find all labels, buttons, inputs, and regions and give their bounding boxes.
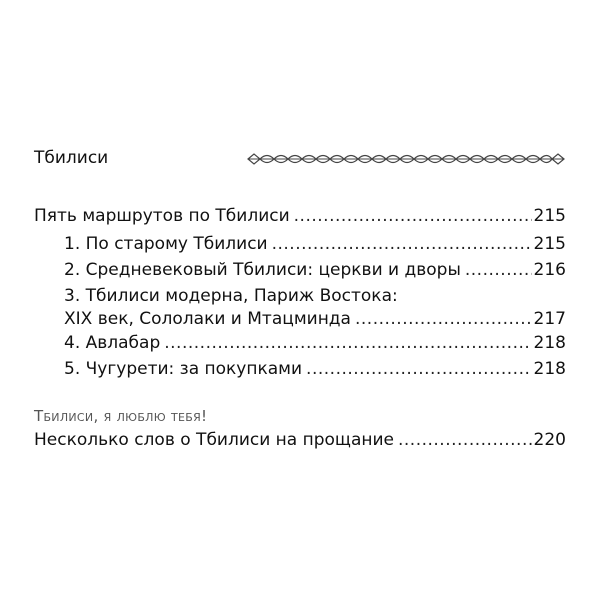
braided-ornament-icon	[246, 150, 566, 168]
toc-entry-3[interactable]	[64, 307, 566, 331]
toc-entry-title: Пять маршрутов по Тбилиси	[34, 206, 290, 226]
toc-entry-1[interactable]	[64, 232, 566, 256]
toc-entry-farewell[interactable]	[34, 428, 566, 452]
toc-entry-title: 5. Чугурети: за покупками	[64, 359, 303, 379]
dot-leader	[465, 258, 532, 282]
toc-entry-2[interactable]	[64, 258, 566, 282]
toc-entry-title: Несколько слов о Тбилиси на прощание	[34, 430, 394, 450]
toc-entry-page: 217	[533, 309, 566, 329]
section-title: Тбилиси	[34, 148, 109, 168]
dot-leader	[355, 307, 532, 331]
dot-leader	[164, 331, 531, 355]
toc-entry-5[interactable]	[64, 357, 566, 381]
toc-entry-title: 4. Авлабар	[64, 333, 161, 353]
toc-entry-title: XIX век, Сололаки и Мтацминда	[64, 309, 351, 329]
toc-entry-page: 220	[533, 430, 566, 450]
dot-leader	[272, 232, 532, 256]
toc-entry-main[interactable]	[34, 204, 566, 228]
toc-entry-title: 1. По старому Тбилиси	[64, 234, 268, 254]
toc-entry-title: 2. Средневековый Тбилиси: церкви и дворы	[64, 260, 461, 280]
section-subtitle: Тбилиси, я люблю тебя!	[34, 407, 208, 425]
toc-entry-page: 215	[533, 206, 566, 226]
toc-entry-3-line1: 3. Тбилиси модерна, Париж Востока:	[64, 286, 398, 306]
toc-entry-page: 218	[533, 333, 566, 353]
toc-entry-page: 218	[533, 359, 566, 379]
dot-leader	[398, 428, 532, 452]
dot-leader	[294, 204, 532, 228]
toc-entry-4[interactable]	[64, 331, 566, 355]
toc-entry-page: 215	[533, 234, 566, 254]
toc-entry-page: 216	[533, 260, 566, 280]
dot-leader	[306, 357, 532, 381]
